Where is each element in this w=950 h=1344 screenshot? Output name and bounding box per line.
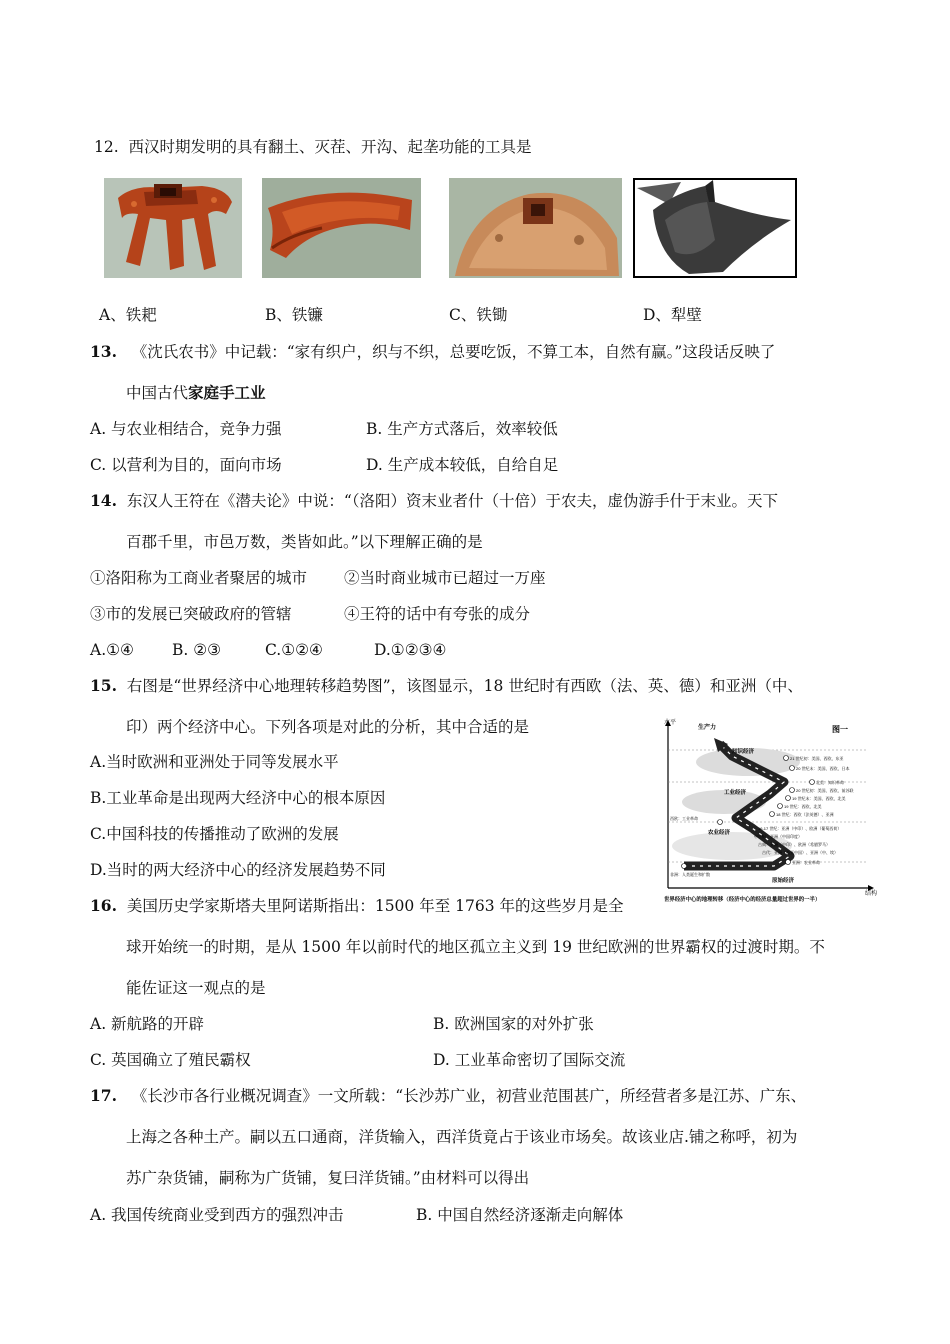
q13-stem-line1 — [90, 342, 775, 362]
q16-option-a[interactable]: A. 新航路的开辟 — [90, 1015, 205, 1033]
diagram-label-21c: 21 世纪初：美国、西欧、东亚 — [790, 756, 844, 761]
q16-option-d[interactable]: D. 工业革命密切了国际交流 — [433, 1051, 626, 1069]
q15-number: 15. — [90, 676, 117, 695]
diagram-label-medieval: 中世纪：亚洲（中国印度） — [754, 834, 802, 839]
q16-stem-line3: 能佐证这一观点的是 — [126, 979, 266, 997]
q17-number: 17. — [90, 1086, 117, 1105]
q13-stem-pre: 中国古代 — [126, 384, 189, 402]
q14-statement-2: ②当时商业城市已超过一万座 — [344, 569, 546, 587]
q14-option-a[interactable]: A.①④ — [90, 641, 134, 659]
q12-option-d[interactable]: D、犁壁 — [643, 306, 702, 324]
q12-option-c[interactable]: C、铁锄 — [449, 306, 508, 324]
diagram-label-18c: 18 世纪：西欧（法英德）、亚洲 — [776, 812, 834, 817]
economic-center-diagram — [662, 716, 884, 902]
q12-option-b[interactable]: B、铁镰 — [265, 306, 323, 324]
diagram-label-16-17c: 16-17 世纪：亚洲（中印）、欧洲（葡萄西荷） — [758, 826, 842, 831]
q13-option-c[interactable]: C. 以营利为目的，面向市场 — [90, 456, 282, 474]
diagram-label-classical: 古典：亚洲（中印）、欧洲（希腊罗马） — [758, 842, 830, 847]
q14-statement-1: ①洛阳称为工商业者聚居的城市 — [90, 569, 308, 587]
diagram-curve-label: 生产力 — [698, 725, 717, 731]
q14-option-b[interactable]: B. ②③ — [172, 641, 222, 659]
q14-stem-line1 — [90, 491, 778, 511]
diagram-label-north-america: 北美：知识革命 — [816, 780, 844, 785]
q14-number: 14. — [90, 491, 117, 510]
q12-option-a[interactable]: A、铁耙 — [99, 306, 157, 324]
diagram-stage-agricultural: 农业经济 — [708, 830, 731, 836]
photo-iron-sickle — [262, 178, 421, 278]
diagram-figure-label: 图一 — [832, 725, 848, 734]
q16-option-c[interactable]: C. 英国确立了殖民霸权 — [90, 1051, 251, 1069]
diagram-label-19c: 19 世纪：西欧、北美 — [784, 804, 822, 809]
diagram-stage-primitive: 原始经济 — [772, 878, 795, 884]
q13-number: 13. — [90, 342, 117, 361]
diagram-label-asia-agri: 亚洲：农业革命 — [792, 860, 820, 865]
q15-option-c[interactable]: C.中国科技的传播推动了欧洲的发展 — [90, 825, 339, 843]
q13-option-b[interactable]: B. 生产方式落后，效率较低 — [366, 420, 558, 438]
q13-option-a[interactable]: A. 与农业相结合，竞争力强 — [90, 420, 282, 438]
diagram-stage-knowledge: 知识经济 — [732, 749, 755, 755]
q15-stem-line1 — [90, 676, 803, 696]
q13-option-d[interactable]: D. 生产成本较低，自给自足 — [366, 456, 559, 474]
q13-stem-line2 — [126, 383, 266, 403]
q13-stem-bold: 家庭手工业 — [188, 383, 266, 402]
diagram-label-west-europe: 西欧：工业革命 — [670, 816, 698, 821]
q16-number: 16. — [90, 896, 117, 915]
diagram-label-africa: 非洲：人类诞生和扩散 — [670, 872, 710, 877]
diagram-x-axis-label: 结构 — [865, 891, 878, 897]
q17-option-a[interactable]: A. 我国传统商业受到西方的强烈冲击 — [90, 1206, 344, 1224]
q14-statement-4: ④王符的话中有夸张的成分 — [344, 605, 531, 623]
q12-stem-text: 西汉时期发明的具有翻土、灭茬、开沟、起垄功能的工具是 — [128, 138, 532, 156]
photo-plough-mouldboard — [633, 178, 797, 278]
diagram-label-19c-end: 19 世纪末：美国、西欧、北美 — [792, 796, 846, 801]
diagram-label-20c-end: 20 世纪末：美国、西欧、日本 — [796, 766, 850, 771]
q14-statement-3: ③市的发展已突破政府的管辖 — [90, 605, 292, 623]
q17-stem-line1 — [90, 1086, 806, 1106]
q17-stem-line2: 上海之各种土产。嗣以五口通商，洋货输入，西洋货竟占于该业市场矣。故该业店.铺之称呼，初为 — [126, 1128, 798, 1146]
diagram-label-20c-start: 20 世纪初：美国、西欧、前苏联 — [796, 788, 854, 793]
q15-option-a[interactable]: A.当时欧洲和亚洲处于同等发展水平 — [90, 753, 339, 771]
q12-number: 12. — [94, 138, 119, 156]
q16-stem-text: 美国历史学家斯塔夫里阿诺斯指出：1500 年至 1763 年的这些岁月是全 — [126, 897, 624, 915]
q14-option-d[interactable]: D.①②③④ — [374, 641, 447, 659]
diagram-label-ancient: 古代：亚洲（西亚中国）、亚洲（中、埃） — [762, 850, 838, 855]
q16-option-b[interactable]: B. 欧洲国家的对外扩张 — [433, 1015, 594, 1033]
q17-stem-line3: 苏广杂货铺，嗣称为广货铺，复曰洋货铺。”由材料可以得出 — [126, 1169, 530, 1187]
q15-option-d[interactable]: D.当时的两大经济中心的经济发展趋势不同 — [90, 861, 386, 879]
q17-option-b[interactable]: B. 中国自然经济逐渐走向解体 — [416, 1206, 624, 1224]
photo-iron-rake — [104, 178, 242, 278]
q13-stem-text: 《沈氏农书》中记载：“家有织户，织与不织，总要吃饭，不算工本，自然有赢。”这段话反映了 — [131, 343, 776, 361]
q14-option-c[interactable]: C.①②④ — [265, 641, 323, 659]
q14-stem-text: 东汉人王符在《潜夫论》中说：“（洛阳）资末业者什（十倍）于农夫，虚伪游手什于末业。天下 — [126, 492, 779, 510]
q16-stem-line1 — [90, 896, 624, 916]
q16-stem-line2: 球开始统一的时期，是从 1500 年以前时代的地区孤立主义到 19 世纪欧洲的世界霸权的过渡时期。不 — [126, 938, 825, 956]
q15-stem-text: 右图是“世界经济中心地理转移趋势图”，该图显示，18 世纪时有西欧（法、英、德）和亚洲（中、 — [126, 677, 803, 695]
diagram-stage-industrial: 工业经济 — [724, 790, 747, 796]
diagram-y-axis-label: 水平 — [664, 720, 677, 726]
q15-option-b[interactable]: B.工业革命是出现两大经济中心的根本原因 — [90, 789, 386, 807]
q17-stem-text: 《长沙市各行业概况调查》一文所载：“长沙苏广业，初营业范围甚广，所经营者多是江苏、广东、 — [131, 1087, 807, 1105]
q15-stem-line2: 印）两个经济中心。下列各项是对此的分析，其中合适的是 — [126, 718, 530, 736]
diagram-caption: 世界经济中心的地理转移（经济中心的经济总量超过世界的一半） — [664, 897, 821, 902]
q12-stem — [94, 137, 532, 157]
photo-iron-hoe — [449, 178, 622, 278]
q14-stem-line2: 百郡千里，市邑万数，类皆如此。”以下理解正确的是 — [126, 533, 483, 551]
